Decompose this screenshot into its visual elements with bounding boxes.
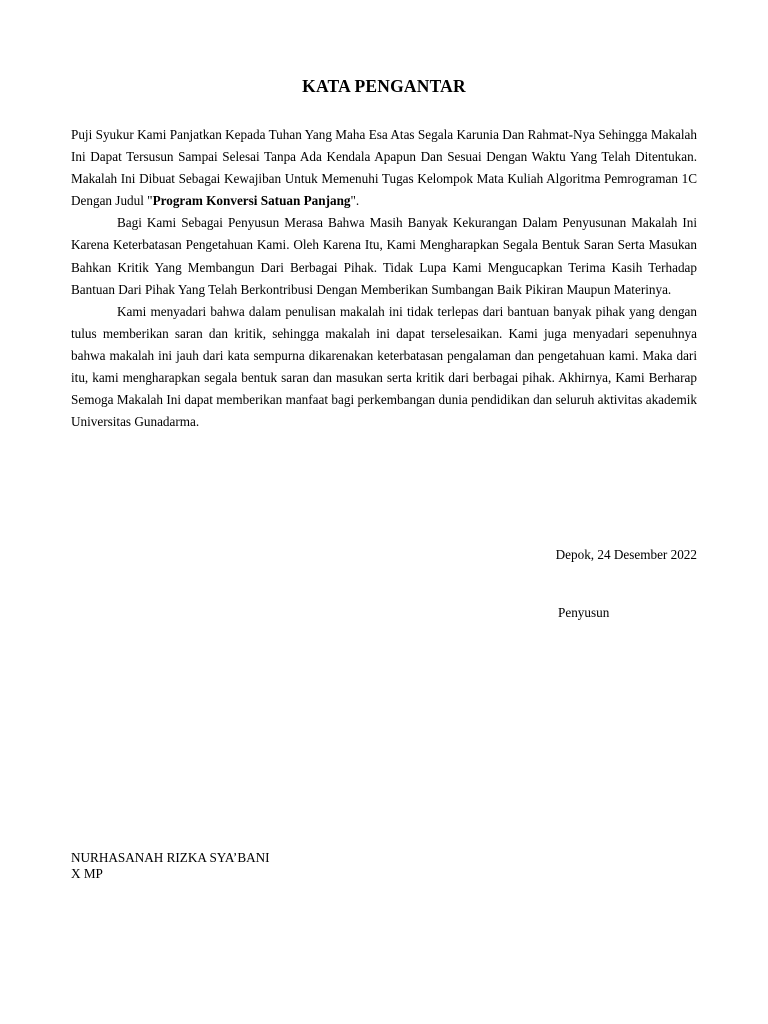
- paragraph-3: Kami menyadari bahwa dalam penulisan makalah ini tidak terlepas dari bantuan banyak pihak yang dengan tulus memberikan saran dan kritik, sehingga makalah ini dapat terselesaikan. Kami juga menyadari sepenuhnya bahwa makalah ini jauh dari kata sempurna dikarenakan keterbatasan pengalaman dan pengetahuan kami. Maka dari itu, kami mengharapkan segala bentuk saran dan masukan serta kritik dari berbagai pihak. Akhirnya, Kami Berharap Semoga Makalah Ini dapat memberikan manfaat bagi perkembangan dunia pendidikan dan seluruh aktivitas akademik Universitas Gunadarma.: [71, 303, 697, 430]
- paragraph-1-end: ".: [350, 193, 360, 209]
- author-name: NURHASANAH RIZKA SYA’BANI: [71, 850, 270, 865]
- report-title-bold: Program Konversi Satuan Panjang: [152, 193, 351, 209]
- author-class: X MP: [71, 865, 103, 881]
- paragraph-1: [71, 124, 697, 212]
- document-body: [71, 124, 697, 433]
- place-date: Depok, 24 Desember 2022: [555, 547, 697, 562]
- paragraph-2: Bagi Kami Sebagai Penyusun Merasa Bahwa Masih Banyak Kekurangan Dalam Penyusunan Makalah Ini Karena Keterbatasan Pengetahuan Kami. Oleh Karena Itu, Kami Mengharapkan Segala Bentuk Saran Serta Masukan Bahkan Kritik Yang Membangun Dari Berbagai Pihak. Tidak Lupa Kami Mengucapkan Terima Kasih Terhadap Bantuan Dari Pihak Yang Telah Berkontribusi Dengan Memberikan Sumbangan Baik Pikiran Maupun Materinya.: [71, 215, 697, 297]
- page-title: KATA PENGANTAR: [302, 76, 466, 96]
- signer-role: Penyusun: [558, 605, 610, 620]
- author-block: [71, 850, 270, 881]
- paragraph-1-text: Puji Syukur Kami Panjatkan Kepada Tuhan Yang Maha Esa Atas Segala Karunia Dan Rahmat-Nya Sehingga Makalah Ini Dapat Tersusun Sampai Selesai Tanpa Ada Kendala Apapun Dan Sesuai Dengan Waktu Yang Telah Ditentukan. Makalah Ini Dibuat Sebagai Kewajiban Untuk Memenuhi Tugas Kelompok Mata Kuliah Algoritma Pemrograman 1C Dengan Judul ": [71, 127, 697, 209]
